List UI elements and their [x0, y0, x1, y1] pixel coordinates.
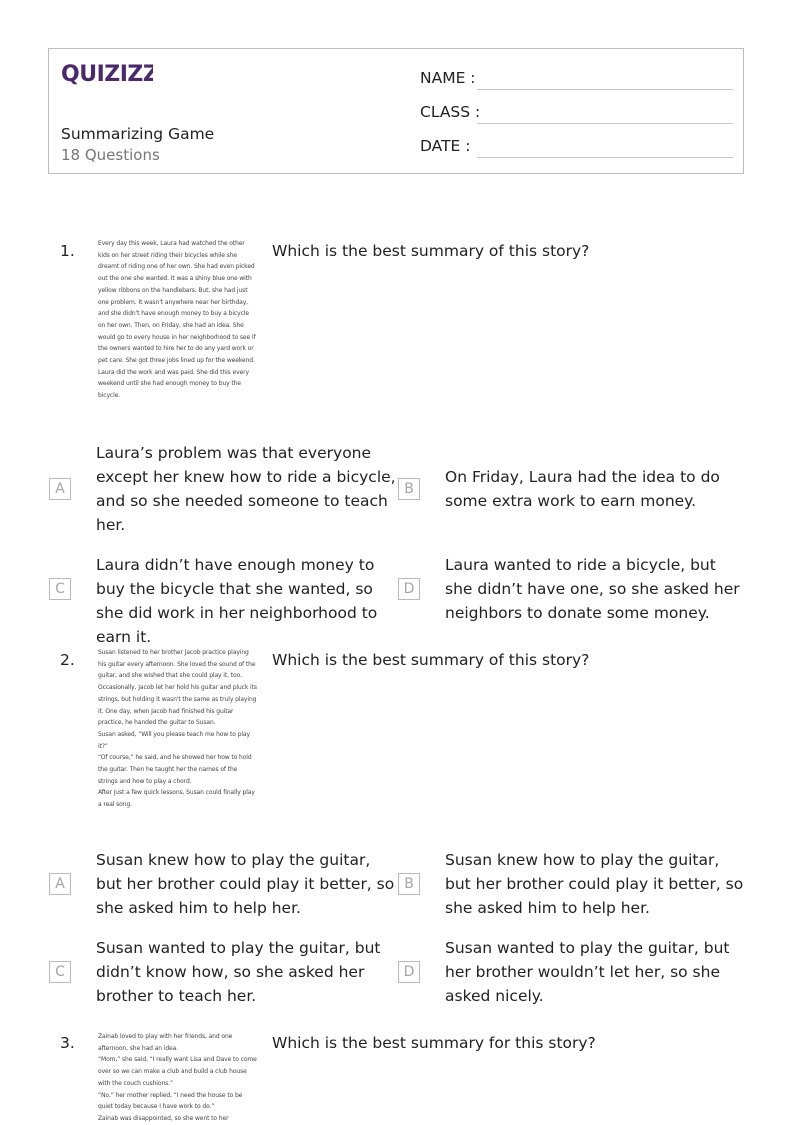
- name-field[interactable]: [477, 89, 733, 90]
- option-b-marker[interactable]: B: [398, 478, 420, 500]
- name-label: NAME :: [420, 69, 476, 87]
- passage-paragraph: Zainab loved to play with her friends, and one afternoon, she had an idea.: [98, 1033, 233, 1052]
- date-label: DATE :: [420, 137, 471, 155]
- quizizz-logo: [61, 59, 153, 91]
- question-number: 3.: [60, 1034, 75, 1052]
- option-a-text: Susan knew how to play the guitar, but her brother could play it better, so she asked him to help her.: [96, 851, 395, 917]
- passage-paragraph: “No,” her mother replied, “I need the house to be quiet today because I have work to do.”: [98, 1091, 243, 1111]
- date-field[interactable]: [477, 157, 733, 158]
- passage-paragraph: Susan asked, “Will you please teach me how to play it?”: [98, 730, 250, 750]
- story-passage: [98, 1031, 258, 1125]
- worksheet-header: [48, 48, 744, 174]
- option-c-text: Laura didn’t have enough money to buy the bicycle that she wanted, so she did work in her neighborhood to earn it.: [96, 556, 378, 646]
- quizizz-logo-icon: [61, 59, 153, 87]
- svg-text:QUIZIZZ: QUIZIZZ: [61, 62, 153, 87]
- option-d-text: Susan wanted to play the guitar, but her brother wouldn’t let her, so she asked nicely.: [445, 939, 730, 1005]
- option-a-text: Laura’s problem was that everyone except her knew how to ride a bicycle, and so she needed someone to teach her.: [96, 444, 396, 534]
- option-b-marker[interactable]: B: [398, 873, 420, 895]
- passage-paragraph: “Mom,” she said, “I really want Lisa and Dave to come over so we can make a club and build a club house with the couch cushions.”: [98, 1056, 257, 1087]
- story-passage: [98, 238, 258, 402]
- passage-paragraph: Zainab was disappointed, so she went to her: [98, 1114, 229, 1122]
- question-number: 2.: [60, 651, 75, 669]
- question-text: Which is the best summary for this story?: [272, 1034, 596, 1052]
- option-d-marker[interactable]: D: [398, 961, 420, 983]
- passage-paragraph: Every day this week, Laura had watched the other kids on her street riding their bicycles while she dreamt of riding one of her own. She had even picked out the one she wanted. It was a shiny blue one with yellow ribbons on the handlebars. But, she had just one problem. It wasn't anywhere near her birthday, and she didn't have enough money to buy a bicycle on her own. Then, on Friday, she had an idea. She would go to every house in her neighborhood to see if the owners wanted to hire her to do any yard work or pet care. She got three jobs lined up for the weekend. Laura did the work and was paid. She did this every weekend until she had enough money to buy the bicycle.: [98, 240, 256, 400]
- option-d-marker[interactable]: D: [398, 578, 420, 600]
- option-a-marker[interactable]: A: [49, 873, 71, 895]
- option-a-marker[interactable]: A: [49, 478, 71, 500]
- option-b-text: On Friday, Laura had the idea to do some extra work to earn money.: [445, 468, 720, 510]
- option-c-marker[interactable]: C: [49, 961, 71, 983]
- passage-paragraph: After just a few quick lessons, Susan could finally play a real song.: [98, 789, 255, 809]
- option-d-text: Laura wanted to ride a bicycle, but she didn’t have one, so she asked her neighbors to donate some money.: [445, 556, 740, 622]
- passage-paragraph: Susan listened to her brother Jacob practice playing his guitar every afternoon. She loved the sound of the guitar, and she wished that she could play it, too. Occasionally, Jacob let her hold his guitar and pluck its strings, but holding it wasn't the same as truly playing it. One day, when Jacob had finished his guitar practice, he handed the guitar to Susan.: [98, 649, 257, 727]
- option-c-text: Susan wanted to play the guitar, but didn’t know how, so she asked her brother to teach her.: [96, 939, 381, 1005]
- option-b-text: Susan knew how to play the guitar, but her brother could play it better, so she asked him to help her.: [445, 851, 744, 917]
- story-passage: [98, 647, 258, 811]
- question-text: Which is the best summary of this story?: [272, 242, 590, 260]
- question-text: Which is the best summary of this story?: [272, 651, 590, 669]
- question-number: 1.: [60, 242, 75, 260]
- worksheet-title: Summarizing Game: [61, 125, 215, 143]
- class-field[interactable]: [477, 123, 733, 124]
- class-label: CLASS :: [420, 103, 481, 121]
- option-c-marker[interactable]: C: [49, 578, 71, 600]
- passage-paragraph: “Of course,” he said, and he showed her how to hold the guitar. Then he taught her the names of the strings and how to play a chord.: [98, 754, 252, 785]
- question-count: 18 Questions: [61, 146, 160, 164]
